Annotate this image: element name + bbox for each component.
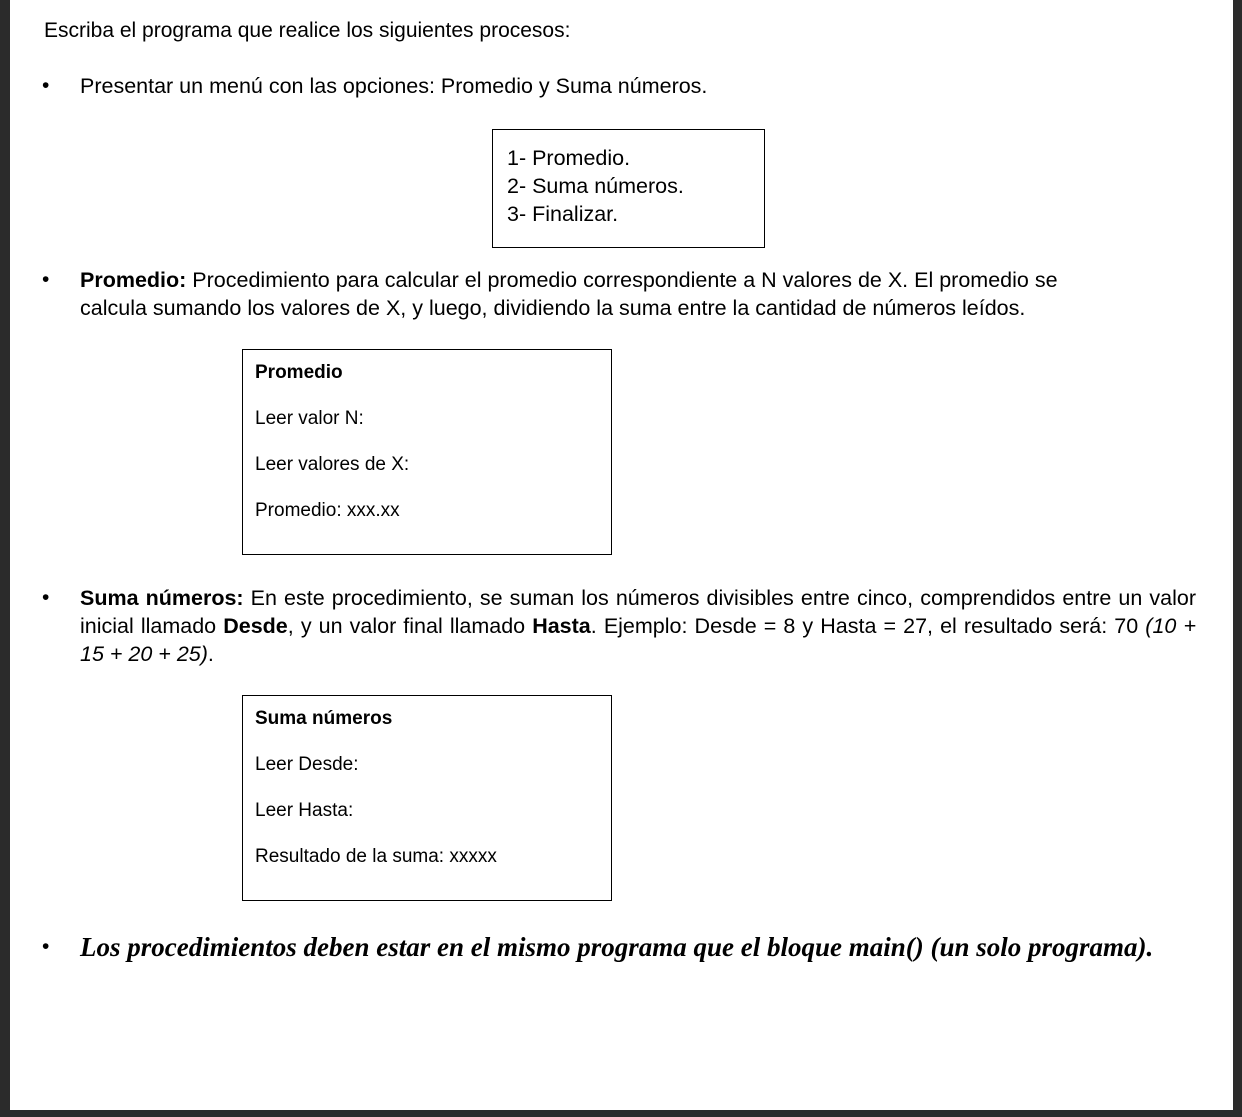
- promedio-description-line1: Procedimiento para calcular el promedio correspondiente a N valores de X. El promedio se: [186, 268, 1058, 292]
- suma-leer-hasta: Leer Hasta:: [255, 800, 354, 821]
- promedio-leer-n: Leer valor N:: [255, 408, 364, 429]
- suma-hasta-term: Hasta: [532, 614, 591, 638]
- promedio-resultado: Promedio: xxx.xx: [255, 500, 400, 521]
- promedio-leer-x: Leer valores de X:: [255, 454, 410, 475]
- menu-option-promedio: 1- Promedio.: [507, 146, 631, 170]
- promedio-label: Promedio:: [80, 268, 187, 292]
- item-menu-text: Presentar un menú con las opciones: Promedio y Suma números.: [80, 74, 708, 98]
- suma-description-b: , y un valor final llamado: [287, 614, 533, 638]
- bullet-final-note: •: [42, 935, 50, 958]
- menu-option-finalizar: 3- Finalizar.: [507, 202, 619, 226]
- item-suma-text: [80, 584, 1196, 668]
- suma-example: (10 + 15 + 20 + 25): [80, 614, 1197, 666]
- page-border-left: [0, 0, 10, 1117]
- suma-description-d: .: [207, 642, 214, 666]
- suma-desde-term: Desde: [223, 614, 288, 638]
- bullet-item-suma: •: [42, 586, 50, 609]
- promedio-description-line2: calcula sumando los valores de X, y luego, dividiendo la suma entre la cantidad de números leídos.: [80, 296, 1026, 320]
- suma-box-title: Suma números: [255, 708, 393, 729]
- suma-resultado: Resultado de la suma: xxxxx: [255, 846, 497, 867]
- suma-description-a: En este procedimiento, se suman los números divisibles entre cinco, comprendidos entre un valor inicial llamado: [80, 586, 1197, 638]
- item-promedio-text: [80, 266, 1196, 322]
- final-note: Los procedimientos deben estar en el mismo programa que el bloque main() (un solo programa).: [80, 932, 1154, 962]
- bullet-item-menu: •: [42, 74, 50, 97]
- suma-label: Suma números:: [80, 586, 244, 610]
- menu-option-suma: 2- Suma números.: [507, 174, 684, 198]
- suma-leer-desde: Leer Desde:: [255, 754, 359, 775]
- bullet-item-promedio: •: [42, 268, 50, 291]
- promedio-box-title: Promedio: [255, 362, 343, 383]
- suma-description-c: . Ejemplo: Desde = 8 y Hasta = 27, el resultado será: 70: [590, 614, 1146, 638]
- menu-box: [492, 129, 765, 248]
- page-border-right: [1233, 0, 1242, 1117]
- suma-box: [242, 695, 612, 901]
- promedio-box: [242, 349, 612, 555]
- intro-text: Escriba el programa que realice los siguientes procesos:: [44, 19, 571, 42]
- page-border-bottom: [0, 1110, 1242, 1117]
